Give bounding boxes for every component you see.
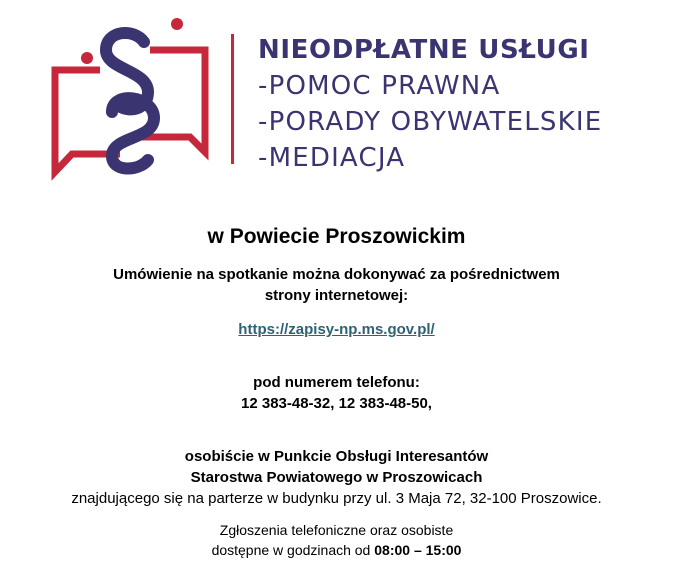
hours-text-1: Zgłoszenia telefoniczne oraz osobiste [219,522,454,538]
inperson-text-2: Starostwa Powiatowego w Proszowicach [190,469,483,486]
hours-value: 08:00 – 15:00 [374,542,462,558]
booking-text-2: strony internetowej: [264,287,409,304]
inperson-text-1: osobiście w Punkcie Obsługi Interesantów [184,448,489,465]
logo-line-title: NIEODPŁATNE USŁUGI [258,35,590,65]
logo-text [258,32,668,176]
hours-prefix: dostępne w godzinach od [211,542,375,558]
booking-text-1: Umówienie na spotkanie można dokonywać za pośrednictwem [113,266,560,283]
page-title: w Powiecie Proszowickim [207,225,466,248]
logo-line-mediation: -MEDIACJA [258,143,406,173]
logo-icon [50,12,250,182]
logo-divider [231,34,234,164]
phone-numbers: 12 383-48-32, 12 383-48-50, [241,395,432,412]
booking-link[interactable]: https://zapisy-np.ms.gov.pl/ [238,321,435,338]
logo-line-legal-aid: -POMOC PRAWNA [258,71,501,101]
logo-line-civic-advice: -PORADY OBYWATELSKIE [258,107,603,137]
info-content [0,222,673,560]
phone-label: pod numerem telefonu: [253,374,420,391]
inperson-address: znajdującego się na parterze w budynku przy ul. 3 Maja 72, 32-100 Proszowice. [71,490,602,507]
hours-text-2 [0,540,673,560]
